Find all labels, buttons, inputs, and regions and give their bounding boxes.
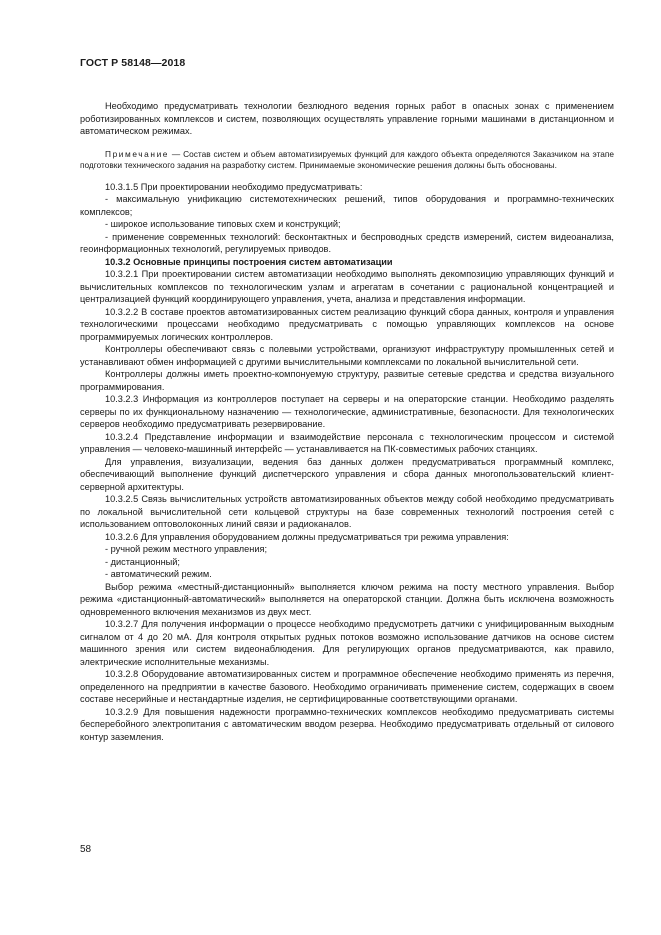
paragraph: Для управления, визуализации, ведения баз данных должен предусматриваться программный комплекс, обеспечивающий выполнение функций диспетчерского управления и сбора данных многопользовательский клиент-серверной архитектуры.	[80, 456, 614, 492]
paragraph-10-3-2-3: 10.3.2.3 Информация из контроллеров поступает на серверы и на операторские станции. Необходимо разделять серверы по их функциональному назначению — технологические, административные, безопасности. Для технологических серверов необходимо предусматривать резервирование.	[80, 394, 614, 430]
list-item: - ручной режим местного управления;	[105, 544, 268, 555]
page-number: 58	[80, 844, 92, 855]
note-paragraph	[80, 149, 614, 171]
paragraph-10-3-2-5: 10.3.2.5 Связь вычислительных устройств автоматизированных объектов между собой необходимо предусматривать по локальной вычислительной сети кольцевой структуры на базе современных технологий построения сетей с использованием оптоволоконных линий связи и радиоканалов.	[80, 494, 614, 530]
paragraph-10-3-2-4: 10.3.2.4 Представление информации и взаимодействие персонала с технологическим процессом и системой управления — человеко-машинный интерфейс — устанавливается на ПК-совместимых рабочих станциях.	[80, 431, 614, 455]
section-heading-10-3-2: 10.3.2 Основные принципы построения систем автоматизации	[105, 256, 393, 267]
note-text: — Состав систем и объем автоматизируемых функций для каждого объекта определяются Заказчиком на этапе подготовки технического задания на разработку систем. Принимаемые экономические решения должны быть обоснованы.	[80, 148, 614, 170]
paragraph-10-3-2-9: 10.3.2.9 Для повышения надежности программно-технических комплексов необходимо предусматривать системы бесперебойного электропитания с автоматическим вводом резерва. Необходимо предусматривать отдельный от силового контур заземления.	[80, 706, 614, 742]
paragraph: Контроллеры обеспечивают связь с полевыми устройствами, организуют инфраструктуру промышленных сетей и устанавливают обмен информацией с другими вычислительными комплексами по локальной вычислительной сети.	[80, 344, 614, 367]
paragraph-10-3-2-8: 10.3.2.8 Оборудование автоматизированных систем и программное обеспечение необходимо применять из перечня, определенного на предприятии в качестве базового. Необходимо ограничивать применение систем, содержащих в своем составе несерийные и нестандартные изделия, не сертифицированные соответствующими органами.	[80, 669, 614, 705]
paragraph-10-3-1-5: 10.3.1.5 При проектировании необходимо предусматривать:	[105, 181, 363, 192]
paragraph-10-3-2-1: 10.3.2.1 При проектировании систем автоматизации необходимо выполнять декомпозицию управляющих функций и вычислительных комплексов по технологическим узлам и агрегатам в сочетании с рациональной концентрацией и централизацией функций координирующего управления, учета, анализа и представления информации.	[80, 269, 614, 305]
list-item: - дистанционный;	[105, 556, 180, 567]
document-header: ГОСТ Р 58148—2018	[80, 57, 186, 69]
intro-paragraph: Необходимо предусматривать технологии безлюдного ведения горных работ в опасных зонах с применением роботизированных комплексов и систем, позволяющих осуществлять управление горными машинами в дистанционном и автоматическом режимах.	[80, 101, 614, 136]
paragraph-10-3-2-6: 10.3.2.6 Для управления оборудованием должны предусматриваться три режима управления:	[105, 531, 509, 542]
list-item: - автоматический режим.	[105, 569, 212, 580]
paragraph-10-3-2-7: 10.3.2.7 Для получения информации о процессе необходимо предусмотреть датчики с унифицированным выходным сигналом от 4 до 20 мА. Для контроля открытых рудных потоков возможно использование датчиков на основе систем машинного зрения или систем видеонаблюдения. Для регулирующих органов предусматриваются, как правило, электрические исполнительные механизмы.	[80, 619, 614, 667]
paragraph-10-3-2-2: 10.3.2.2 В составе проектов автоматизированных систем реализацию функций сбора данных, контроля и управления технологическими процессами необходимо предусматривать с помощью управляющих комплексов на основе программируемых логических контроллеров.	[80, 306, 614, 342]
list-item: - максимальную унификацию системотехнических решений, типов оборудования и программно-технических комплексов;	[80, 194, 614, 217]
note-label: Примечание	[105, 148, 170, 159]
list-item: - применение современных технологий: бесконтактных и беспроводных средств измерений, систем видеоанализа, геоинформационных технологий, регулируемых приводов.	[80, 231, 614, 255]
list-item: - широкое использование типовых схем и конструкций;	[105, 219, 341, 230]
paragraph: Контроллеры должны иметь проектно-компонуемую структуру, развитые сетевые средства и средства визуального программирования.	[80, 369, 614, 392]
paragraph: Выбор режима «местный-дистанционный» выполняется ключом режима на посту местного управления. Выбор режима «дистанционный-автоматический» выполняется на операторской станции. Должна быть исключена возможность одновременного включения механизмов из двух мест.	[80, 581, 614, 617]
page-body	[80, 100, 614, 743]
